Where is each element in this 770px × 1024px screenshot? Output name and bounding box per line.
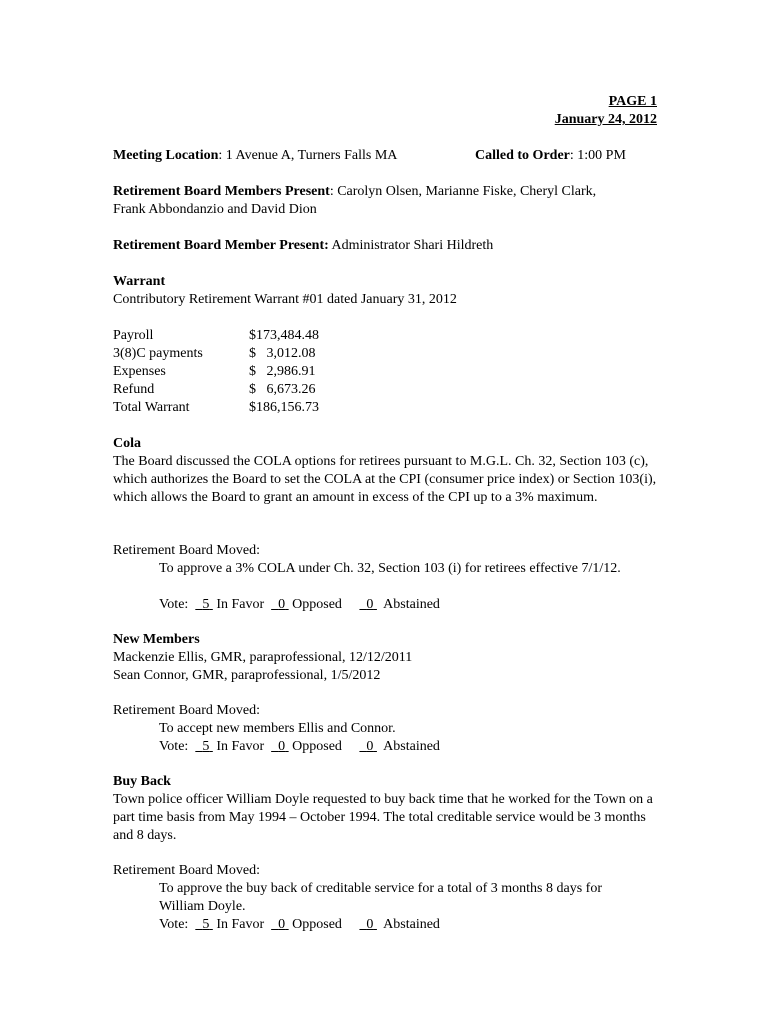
meeting-location-label: Meeting Location xyxy=(113,148,219,163)
warrant-row xyxy=(113,327,319,345)
vote-opposed-count: 0 xyxy=(278,597,286,612)
members-present-label: Retirement Board Members Present xyxy=(113,184,330,199)
vote-abstained-count: 0 xyxy=(366,597,374,612)
warrant-row-label: Refund xyxy=(113,382,155,397)
warrant-row xyxy=(113,381,316,399)
vote-favor-count: 5 xyxy=(202,597,210,612)
vote-prefix: Vote: xyxy=(159,739,189,754)
meeting-location xyxy=(113,147,397,165)
new-members-moved-label: Retirement Board Moved: xyxy=(113,703,260,718)
buy-back-body: Town police officer William Doyle requested to buy back time that he worked for the Town on a part time basis from May 1994 – October 1994. The total creditable service would be 3 months and 8 days. xyxy=(113,792,653,843)
vote-abstained-count: 0 xyxy=(366,739,374,754)
new-members-heading: New Members xyxy=(113,632,200,647)
new-member-line: Sean Connor, GMR, paraprofessional, 1/5/2012 xyxy=(113,668,381,683)
new-member-line: Mackenzie Ellis, GMR, paraprofessional, 12/12/2011 xyxy=(113,650,413,665)
vote-abstained-label: Abstained xyxy=(383,597,440,612)
cola-heading: Cola xyxy=(113,436,141,451)
members-present-line1: : Carolyn Olsen, Marianne Fiske, Cheryl Clark, xyxy=(329,184,597,199)
vote-favor-label: In Favor xyxy=(216,739,265,754)
members-present xyxy=(113,183,596,201)
cola-motion: To approve a 3% COLA under Ch. 32, Section 103 (i) for retirees effective 7/1/12. xyxy=(159,561,621,576)
warrant-row-amount: $ 6,673.26 xyxy=(249,382,316,397)
vote-prefix: Vote: xyxy=(159,597,189,612)
cola-vote xyxy=(159,596,440,614)
vote-abstained-count: 0 xyxy=(366,917,374,932)
meeting-location-value: : 1 Avenue A, Turners Falls MA xyxy=(218,148,398,163)
vote-favor-count: 5 xyxy=(202,917,210,932)
vote-favor-label: In Favor xyxy=(216,917,265,932)
new-members-vote xyxy=(159,738,440,756)
called-to-order-value: : 1:00 PM xyxy=(569,148,626,163)
vote-opposed-count: 0 xyxy=(278,917,286,932)
vote-abstained-label: Abstained xyxy=(383,739,440,754)
warrant-row-label: Payroll xyxy=(113,328,154,343)
warrant-row-amount: $ 2,986.91 xyxy=(249,364,316,379)
vote-opposed-label: Opposed xyxy=(292,739,342,754)
vote-opposed-count: 0 xyxy=(278,739,286,754)
buy-back-vote xyxy=(159,916,440,934)
member-present-value: Administrator Shari Hildreth xyxy=(328,238,494,253)
page-label: PAGE 1 xyxy=(608,94,657,109)
member-present xyxy=(113,237,493,255)
warrant-row-label: Expenses xyxy=(113,364,166,379)
warrant-row xyxy=(113,363,316,381)
members-present-line2: Frank Abbondanzio and David Dion xyxy=(113,202,317,217)
buy-back-motion: To approve the buy back of creditable service for a total of 3 months 8 days for William Doyle. xyxy=(159,881,602,914)
vote-abstained-label: Abstained xyxy=(383,917,440,932)
warrant-description: Contributory Retirement Warrant #01 dated January 31, 2012 xyxy=(113,292,457,307)
warrant-row-label: 3(8)C payments xyxy=(113,346,203,361)
cola-body: The Board discussed the COLA options for retirees pursuant to M.G.L. Ch. 32, Section 103 (c), which authorizes the Board to set the COLA at the CPI (consumer price index) or Section 103(i), which allows the Board to grant an amount in excess of the CPI up to a 3% maximum. xyxy=(113,454,657,505)
warrant-row-label: Total Warrant xyxy=(113,400,190,415)
member-present-label: Retirement Board Member Present: xyxy=(113,238,329,253)
vote-favor-label: In Favor xyxy=(216,597,265,612)
called-to-order-label: Called to Order xyxy=(475,148,570,163)
buy-back-moved-label: Retirement Board Moved: xyxy=(113,863,260,878)
vote-opposed-label: Opposed xyxy=(292,917,342,932)
vote-favor-count: 5 xyxy=(202,739,210,754)
warrant-row-amount: $ 3,012.08 xyxy=(249,346,316,361)
vote-prefix: Vote: xyxy=(159,917,189,932)
warrant-heading: Warrant xyxy=(113,274,166,289)
called-to-order xyxy=(475,147,626,165)
document-date: January 24, 2012 xyxy=(554,112,657,127)
vote-opposed-label: Opposed xyxy=(292,597,342,612)
buy-back-heading: Buy Back xyxy=(113,774,171,789)
warrant-row-amount: $173,484.48 xyxy=(249,328,319,343)
warrant-total-row xyxy=(113,399,319,417)
cola-moved-label: Retirement Board Moved: xyxy=(113,543,260,558)
warrant-row xyxy=(113,345,316,363)
new-members-motion: To accept new members Ellis and Connor. xyxy=(159,721,396,736)
warrant-row-amount: $186,156.73 xyxy=(249,400,319,415)
